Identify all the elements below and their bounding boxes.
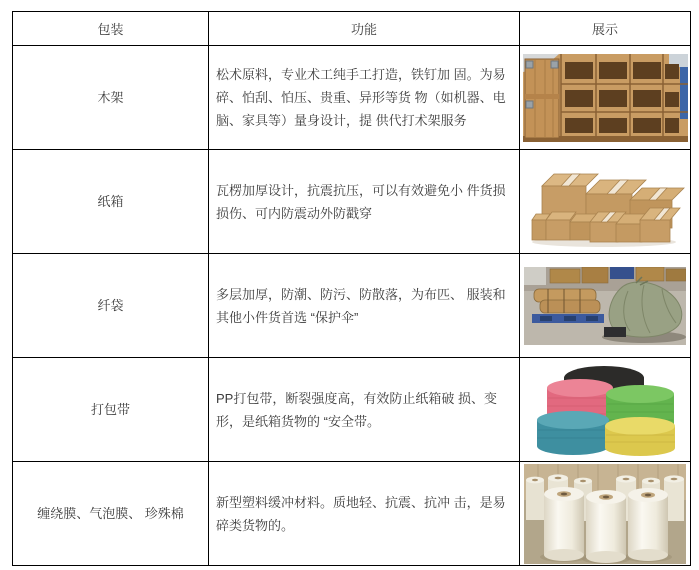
display-cell	[520, 462, 691, 566]
function-text: PP打包带，断裂强度高，有效防止纸箱破 损、变形，是纸箱货物的 “安全带。	[209, 358, 520, 462]
function-text: 松术原料，专业术工纯手工打造，铁钉加 固。为易碎、怕刮、怕压、贵重、异形等货 物（如机器、电脑、家具等）量身设计，提 供代打术架服务	[209, 46, 520, 150]
packaging-table	[12, 11, 691, 566]
photo-wooden-crates	[523, 54, 688, 142]
function-text: 多层加厚，防潮、防污、防散落，为布匹、 服装和其他小件货首选 “保护伞”	[209, 254, 520, 358]
col-header-function: 功能	[209, 12, 520, 46]
photo-fiber-bags	[524, 267, 686, 345]
package-name: 打包带	[13, 358, 209, 462]
package-name: 木架	[13, 46, 209, 150]
photo-strap-rolls	[530, 364, 680, 456]
header-row	[13, 12, 691, 46]
col-header-display: 展示	[520, 12, 691, 46]
table-row-carton	[13, 150, 691, 254]
table-row-packing-strap	[13, 358, 691, 462]
display-cell	[520, 150, 691, 254]
function-text: 瓦楞加厚设计，抗震抗压，可以有效避免小 件货损损伤、可内防震动外防戳穿	[209, 150, 520, 254]
package-name: 纤袋	[13, 254, 209, 358]
display-cell	[520, 358, 691, 462]
function-text: 新型塑料缓冲材料。质地轻、抗震、抗冲 击，是易碎类货物的。	[209, 462, 520, 566]
photo-film-rolls	[524, 464, 686, 564]
photo-cardboard-boxes	[524, 156, 686, 248]
package-name: 纸箱	[13, 150, 209, 254]
display-cell	[520, 254, 691, 358]
col-header-package: 包装	[13, 12, 209, 46]
display-cell	[520, 46, 691, 150]
table-row-fiber-bag	[13, 254, 691, 358]
table-row-wood-frame	[13, 46, 691, 150]
page	[12, 11, 691, 566]
table-row-stretch-film	[13, 462, 691, 566]
package-name: 缠绕膜、气泡膜、 珍殊棉	[13, 462, 209, 566]
